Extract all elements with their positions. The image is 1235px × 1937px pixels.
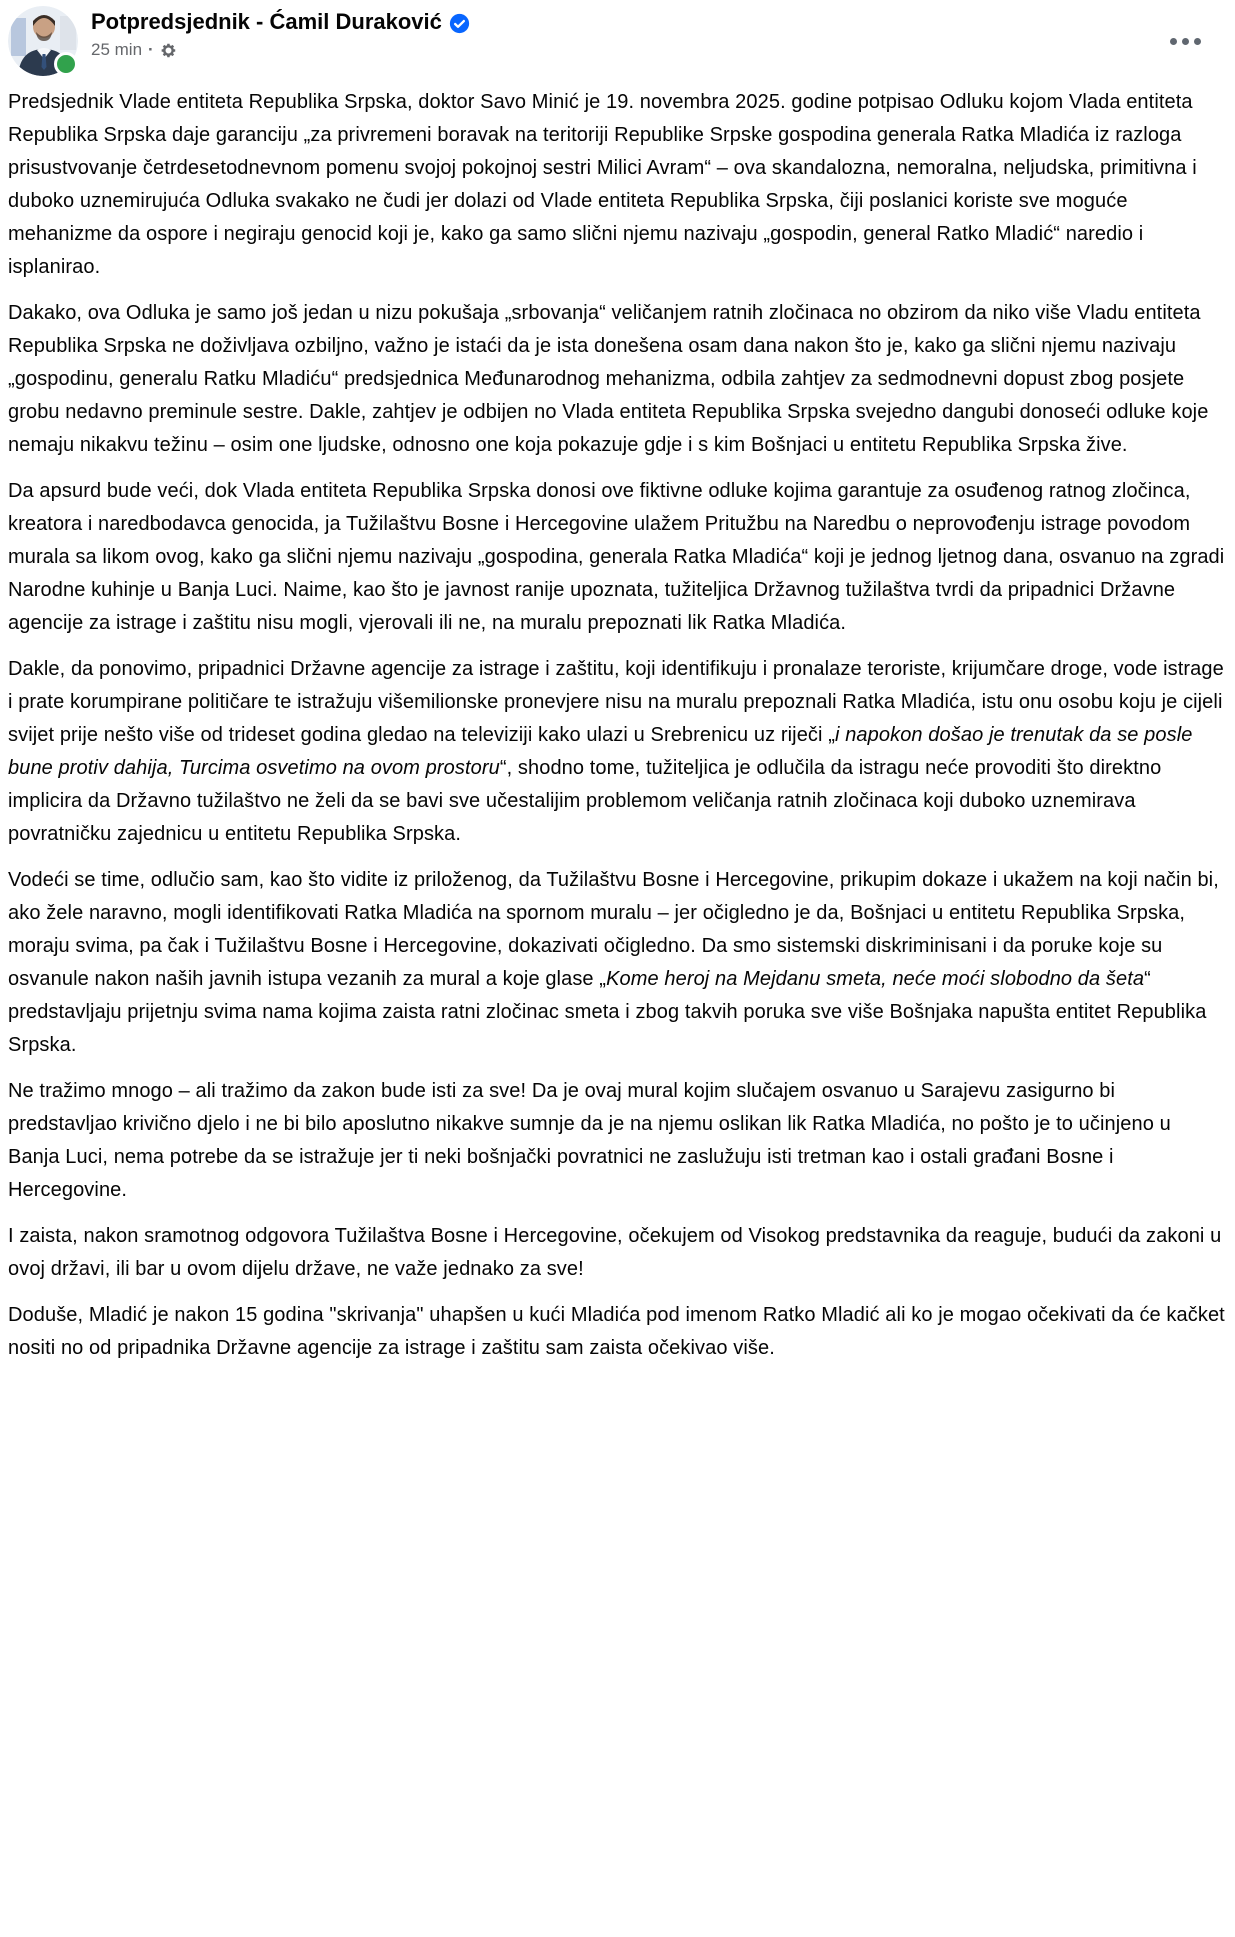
post-paragraph: Da apsurd bude veći, dok Vlada entiteta Republika Srpska donosi ove fiktivne odluke kojima garantuje za osuđenog ratnog zločinca, kreatora i naredbodavca genocida, ja Tužilaštvu Bosne i Hercegovine ulažem Pritužbu na Naredbu o neprovođenju istrage povodom murala sa likom ovog, kako ga slični njemu nazivaju „gospodina, generala Ratka Mladića“ koji je jednog ljetnog dana, osvanuo na zgradi Narodne kuhinje u Banja Luci. Naime, kao što je javnost ranije upoznata, tužiteljica Državnog tužilaštva tvrdi da pripadnici Državne agencije za istrage i zaštitu nisu mogli, vjerovali ili ne, na muralu prepoznati lik Ratka Mladića. <box>8 480 1225 634</box>
header-info <box>91 6 470 60</box>
post-paragraph: Vodeći se time, odlučio sam, kao što vidite iz priloženog, da Tužilaštvu Bosne i Hercegovine, prikupim dokaze i ukažem na koji način bi, ako žele naravno, mogli identifikovati Ratka Mladića na spornom muralu – jer očigledno je da, Bošnjaci u entitetu Republika Srpska, moraju svima, pa čak i Tužilaštvu Bosne i Hercegovine, dokazivati očigledno. Da smo sistemski diskriminisani i da poruke koje su osvanule nakon naših javnih istupa vezanih za mural a koje glase „Kome heroj na Mejdanu smeta, neće moći slobodno da šeta“ predstavljaju prijetnju svima nama kojima zaista ratni zločinac smeta i zbog takvih poruka sve više Bošnjaka napušta entitet Republika Srpska. <box>8 869 1219 1056</box>
post-paragraph: I zaista, nakon sramotnog odgovora Tužilaštva Bosne i Hercegovine, očekujem od Visokog predstavnika da reaguje, budući da zakoni u ovoj državi, ili bar u ovom dijelu države, ne važe jednako za sve! <box>8 1225 1222 1280</box>
post-header <box>8 4 1227 82</box>
post-paragraph: Ne tražimo mnogo – ali tražimo da zakon bude isti za sve! Da je ovaj mural kojim slučajem osvanuo u Sarajevu zasigurno bi predstavljao krivično djelo i ne bi bilo aposlutno nikakve sumnje da je na njemu oslikan lik Ratka Mladića, no pošto je to učinjeno u Banja Luci, nema potrebe da se istražuje jer ti neki bošnjački povratnici ne zaslužuju isti tretman kao i ostali građani Bosne i Hercegovine. <box>8 1080 1171 1201</box>
ellipsis-icon <box>1170 38 1177 45</box>
timestamp[interactable]: 25 min <box>91 40 143 59</box>
avatar[interactable] <box>8 6 78 76</box>
ellipsis-icon <box>1194 38 1201 45</box>
active-status-indicator-icon <box>54 52 78 76</box>
author-name[interactable]: Potpredsjednik - Ćamil Duraković <box>91 9 442 34</box>
verified-badge-icon <box>449 13 470 34</box>
post-paragraph: Predsjednik Vlade entiteta Republika Srpska, doktor Savo Minić je 19. novembra 2025. godine potpisao Odluku kojom Vlada entiteta Republika Srpska daje garanciju „za privremeni boravak na teritoriji Republike Srpske gospodina generala Ratka Mladića iz razloga prisustvovanje četrdesetodnevnom pomenu svojoj pokojnoj sestri Milici Avram“ – ova skandalozna, nemoralna, neljudska, primitivna i duboko uznemirujuća Odluka svakako ne čudi jer dolazi od Vlade entiteta Republika Srpska, čiji poslanici koriste sve moguće mehanizme da ospore i negiraju genocid koji je, kako ga samo slični njemu nazivaju „gospodin, general Ratko Mladić“ naredio i isplanirao. <box>8 91 1197 278</box>
meta-separator: · <box>148 40 154 59</box>
post-paragraph: Dakako, ova Odluka je samo još jedan u nizu pokušaja „srbovanja“ veličanjem ratnih zločinaca no obzirom da niko više Vladu entiteta Republika Srpska ne doživljava ozbiljno, važno je istaći da je ista donešena osam dana nakon što je, kako ga slični njemu nazivaju „gospodinu, generalu Ratku Mladiću“ predsjednica Međunarodnog mehanizma, odbila zahtjev za sedmodnevni dopust zbog posjete grobu nedavno preminule sestre. Dakle, zahtjev je odbijen no Vlada entiteta Republika Srpska svejedno dangubi donoseći odluke koje nemaju nikakvu težinu – osim one ljudske, odnosno one koja pokazuje gdje i s kim Bošnjaci u entitetu Republika Srpska žive. <box>8 302 1209 456</box>
post-paragraph: Doduše, Mladić je nakon 15 godina "skrivanja" uhapšen u kući Mladića pod imenom Ratko Mladić ali ko je mogao očekivati da će kačket nositi no od pripadnika Državne agencije za istrage i zaštitu sam zaista očekivao više. <box>8 1304 1225 1359</box>
post-text <box>8 82 1227 1371</box>
post-options-button[interactable] <box>1166 30 1205 53</box>
privacy-gear-icon <box>160 42 177 59</box>
ellipsis-icon <box>1182 38 1189 45</box>
post-meta <box>91 40 470 60</box>
post-paragraph: Dakle, da ponovimo, pripadnici Državne agencije za istrage i zaštitu, koji identifikuju i pronalaze teroriste, krijumčare droge, vode istrage i prate korumpirane političare te istražuju višemilionske pronevjere nisu na muralu prepoznali Ratka Mladića, istu onu osobu koju je cijeli svijet prije nešto više od trideset godina gledao na televiziji kako ulazi u Srebrenicu uz riječi „i napokon došao je trenutak da se posle bune protiv dahija, Turcima osvetimo na ovom prostoru“, shodno tome, tužiteljica je odlučila da istragu neće provoditi što direktno implicira da Državno tužilaštvo ne želi da se bavi sve učestalijim problemom veličanja ratnih zločinaca koji duboko uznemirava povratničku zajednicu u entitetu Republika Srpska. <box>8 658 1224 845</box>
